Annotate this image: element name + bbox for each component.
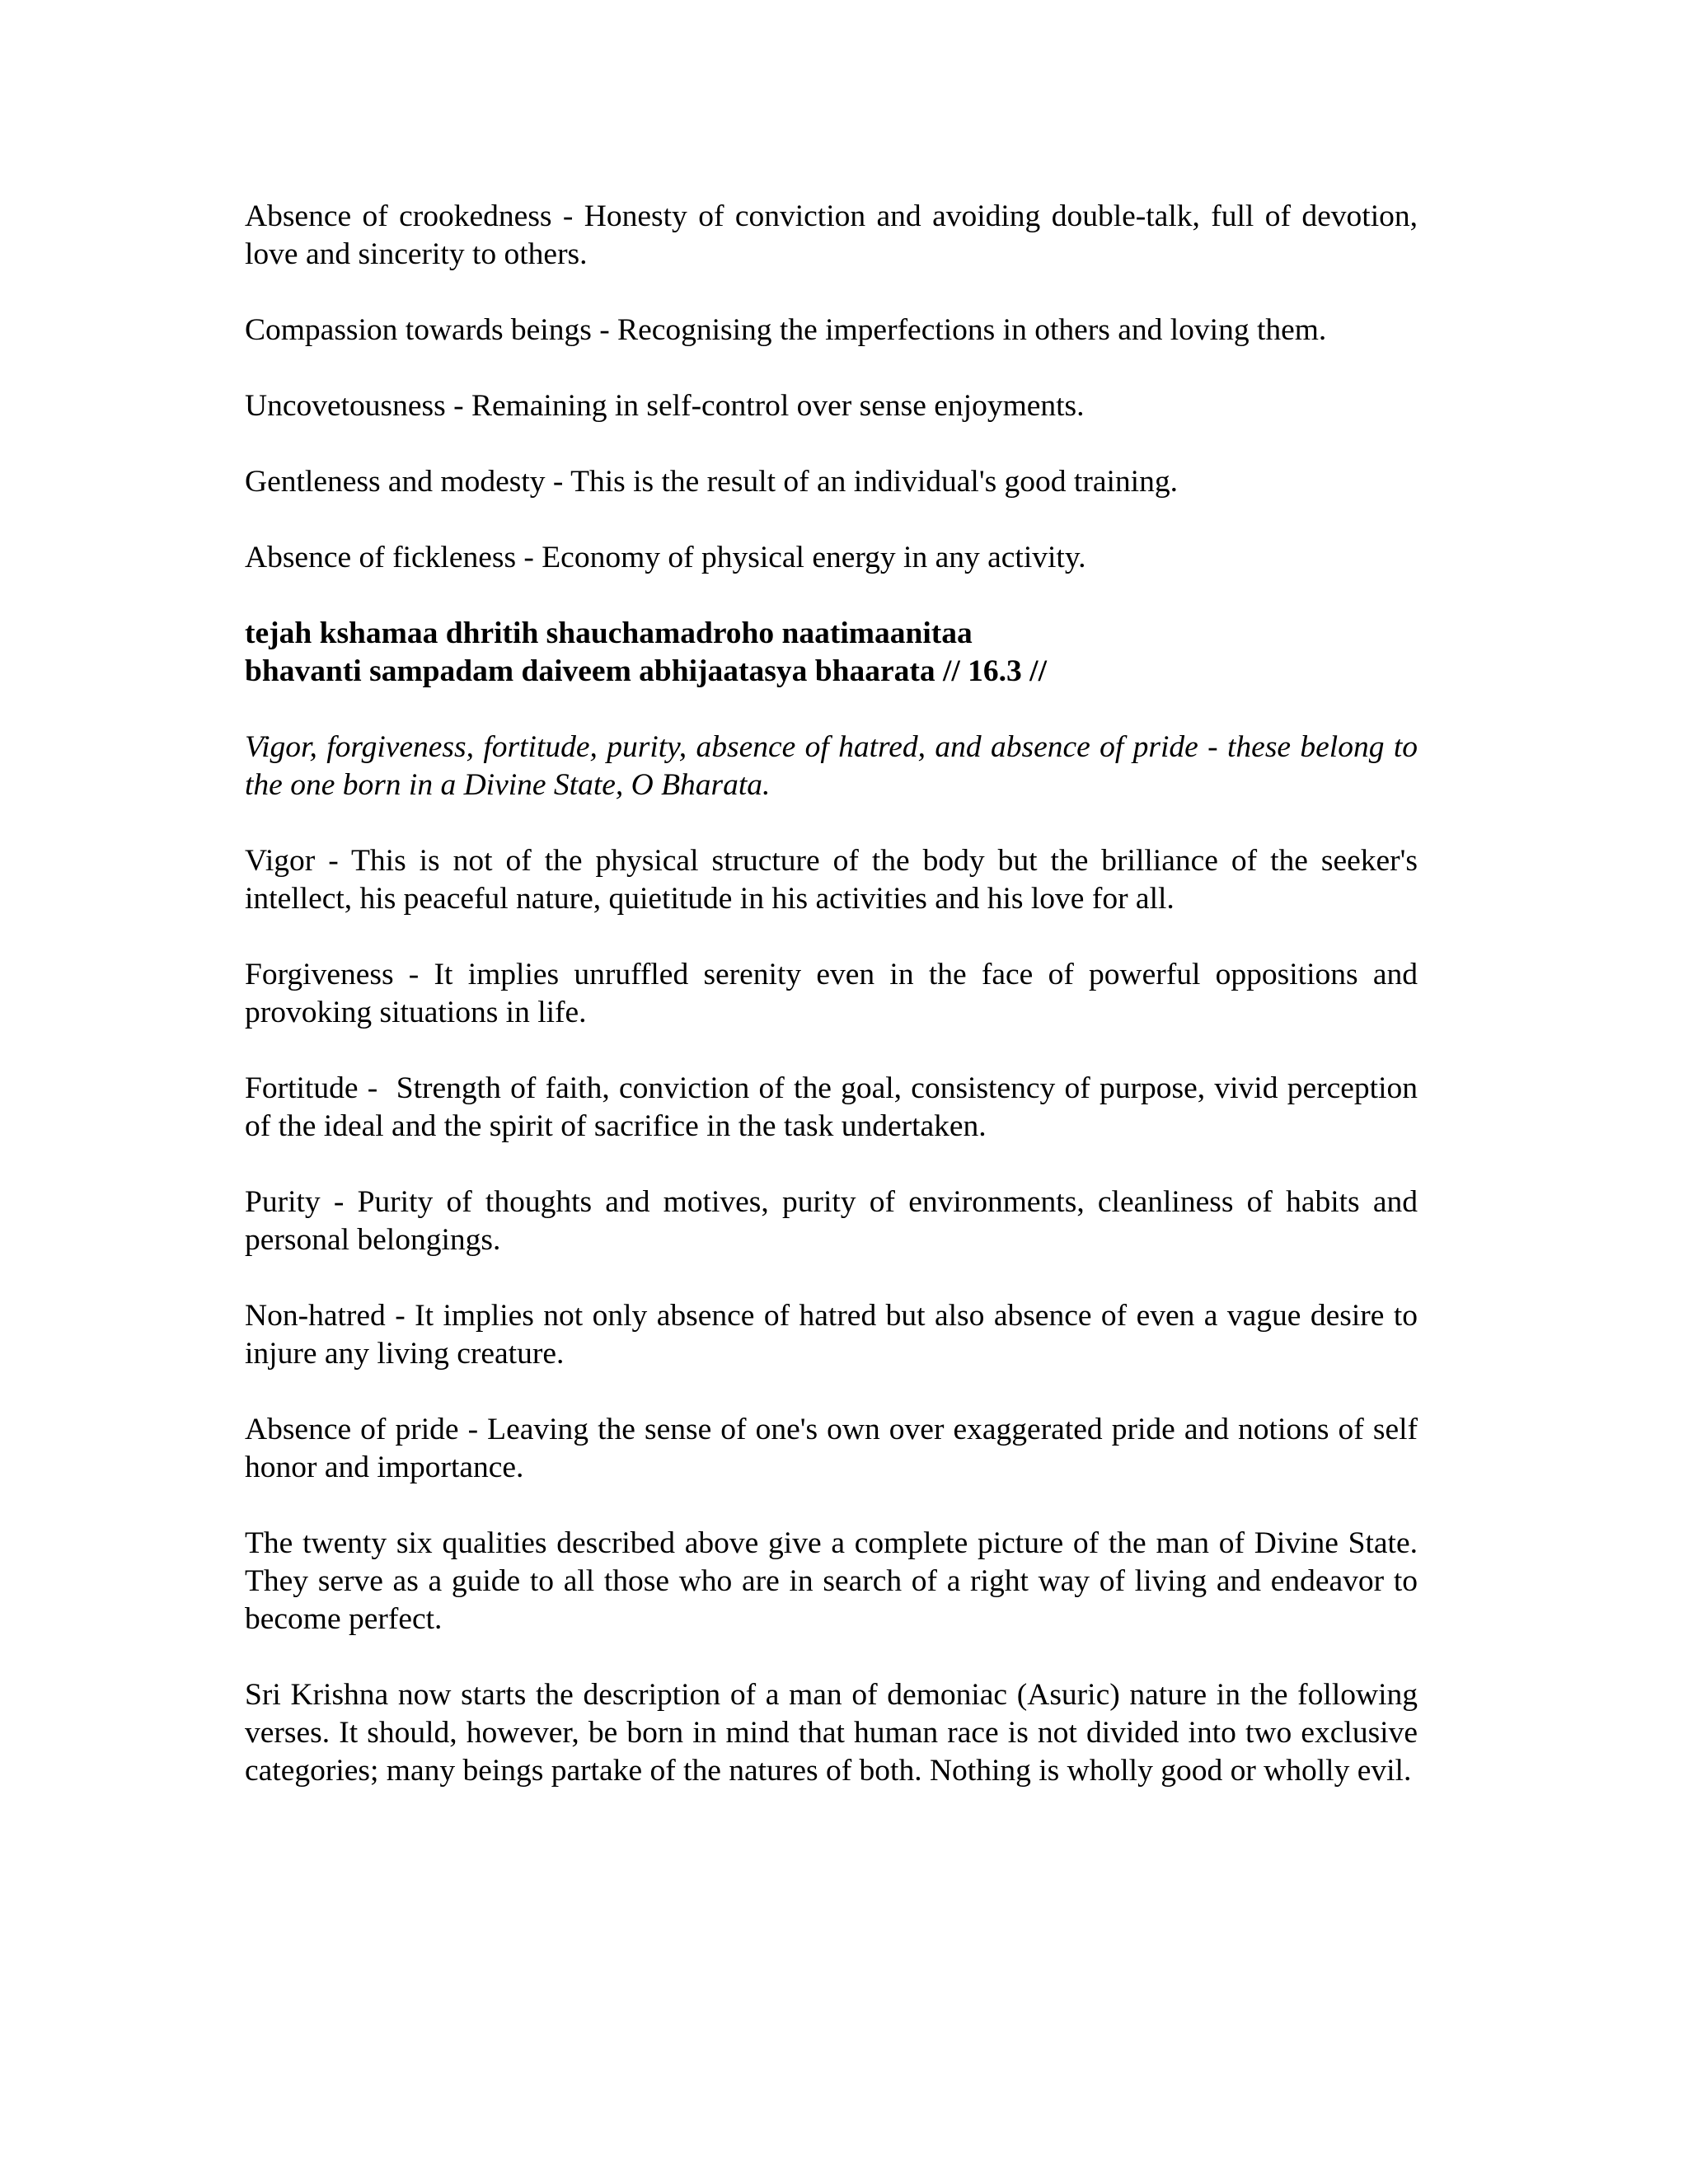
verse-line-2: bhavanti sampadam daiveem abhijaatasya bhaarata // 16.3 // <box>245 654 1048 688</box>
document-page <box>245 198 1426 1790</box>
paragraph-absence-of-crookedness: Absence of crookedness - Honesty of conviction and avoiding double-talk, full of devotion, love and sincerity to others. <box>245 199 1418 271</box>
paragraph-vigor: Vigor - This is not of the physical structure of the body but the brilliance of the seeker's intellect, his peaceful nature, quietitude in his activities and his love for all. <box>245 844 1418 916</box>
paragraph-fortitude: Fortitude - Strength of faith, conviction of the goal, consistency of purpose, vivid perception of the ideal and the spirit of sacrifice in the task undertaken. <box>245 1071 1426 1143</box>
paragraph-non-hatred: Non-hatred - It implies not only absence of hatred but also absence of even a vague desire to injure any living creature. <box>245 1299 1418 1371</box>
paragraph-absence-of-fickleness: Absence of fickleness - Economy of physical energy in any activity. <box>245 541 1086 574</box>
paragraph-asuric-intro: Sri Krishna now starts the description of a man of demoniac (Asuric) nature in the following verses. It should, however, be born in mind that human race is not divided into two exclusive categories; many beings partake of the natures of both. Nothing is wholly good or wholly evil. <box>245 1678 1418 1788</box>
paragraph-summary: The twenty six qualities described above give a complete picture of the man of Divine State. They serve as a guide to all those who are in search of a right way of living and endeavor to become perfect. <box>245 1526 1418 1636</box>
paragraph-purity: Purity - Purity of thoughts and motives, purity of environments, cleanliness of habits and personal belongings. <box>245 1185 1418 1257</box>
paragraph-gentleness: Gentleness and modesty - This is the result of an individual's good training. <box>245 465 1178 499</box>
paragraph-compassion: Compassion towards beings - Recognising the imperfections in others and loving them. <box>245 313 1327 347</box>
verse-16-3 <box>245 615 1418 691</box>
verse-translation: Vigor, forgiveness, fortitude, purity, absence of hatred, and absence of pride - these belong to the one born in a Divine State, O Bharata. <box>245 730 1418 802</box>
paragraph-absence-of-pride: Absence of pride - Leaving the sense of one's own over exaggerated pride and notions of self honor and importance. <box>245 1413 1418 1484</box>
paragraph-forgiveness: Forgiveness - It implies unruffled serenity even in the face of powerful oppositions and provoking situations in life. <box>245 958 1418 1029</box>
verse-line-1: tejah kshamaa dhritih shauchamadroho naatimaanitaa <box>245 616 973 650</box>
paragraph-uncovetousness: Uncovetousness - Remaining in self-control over sense enjoyments. <box>245 389 1085 423</box>
